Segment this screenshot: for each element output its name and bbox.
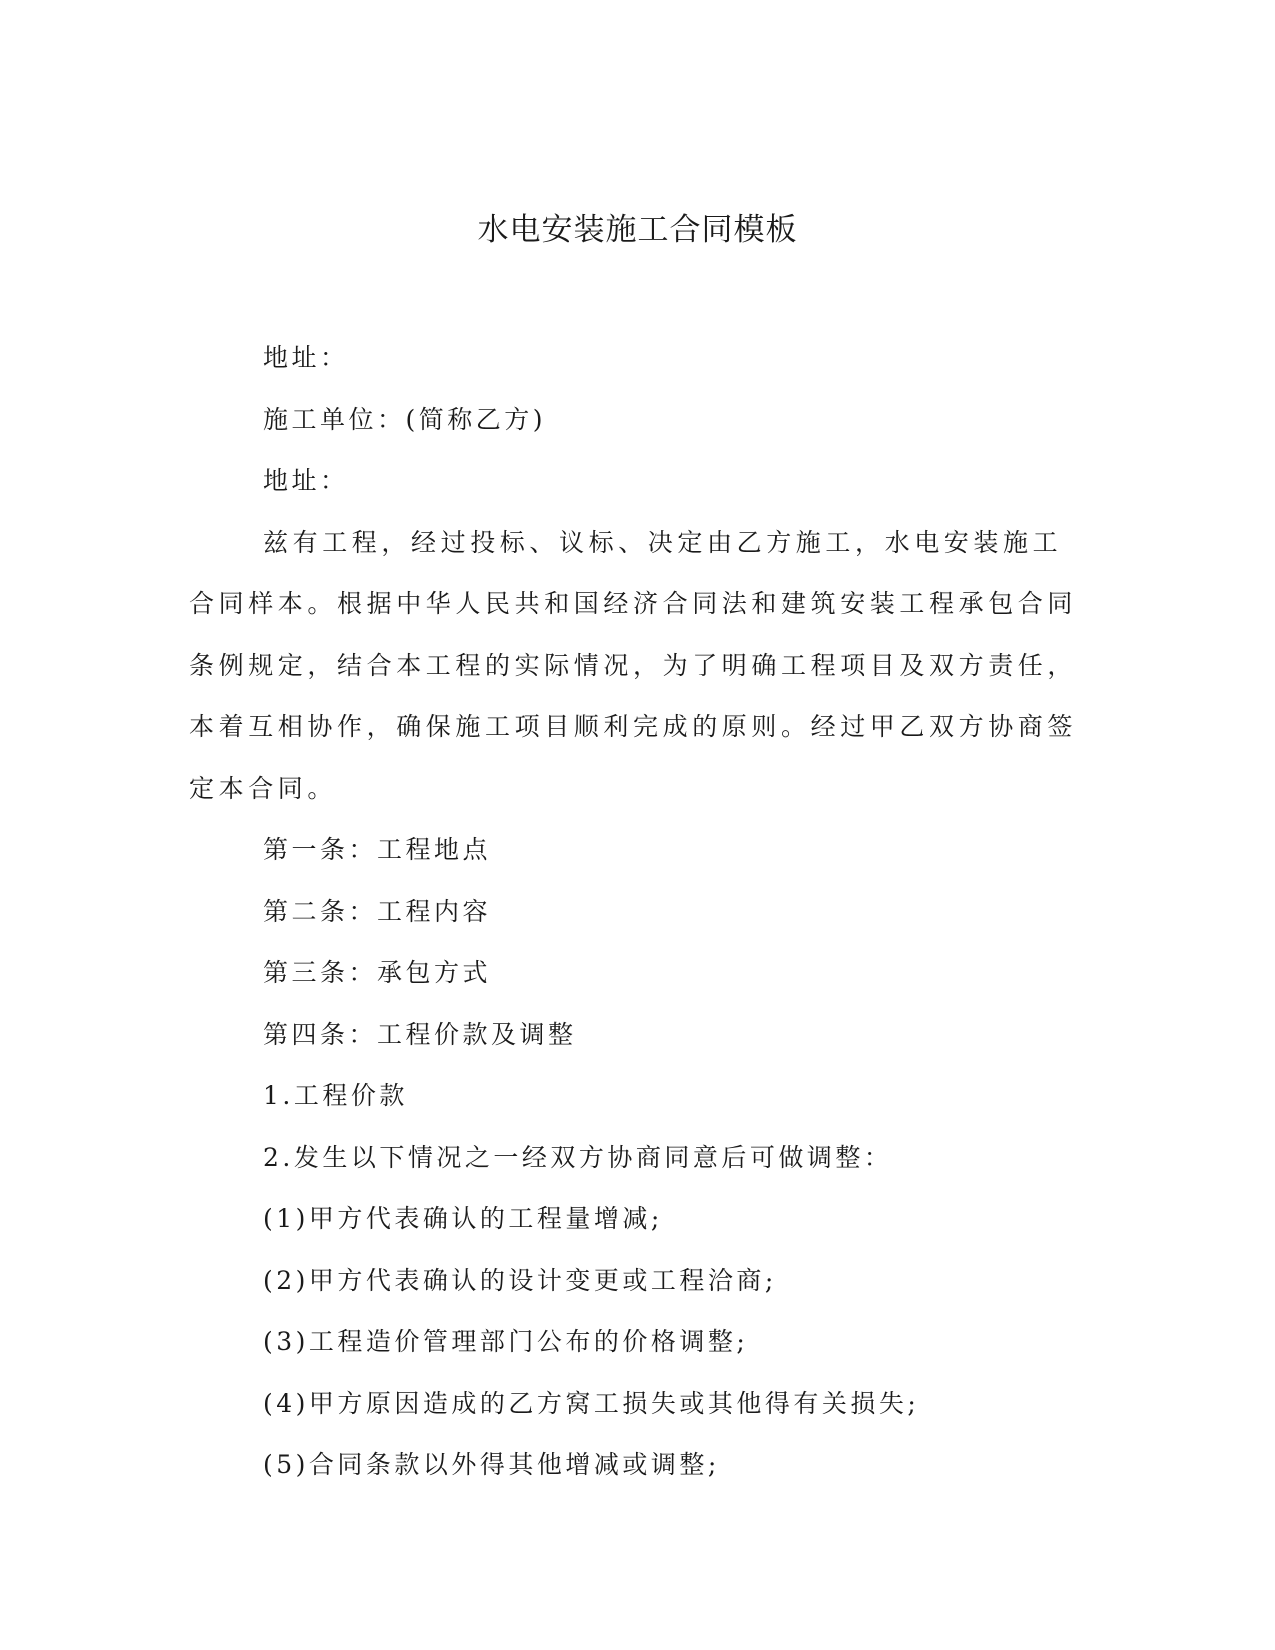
document-title: 水电安装施工合同模板 — [477, 212, 798, 248]
address-line-1: 地址： — [263, 343, 349, 372]
article-4: 第四条：工程价款及调整 — [263, 1019, 577, 1049]
document-body — [189, 327, 1079, 1496]
item-2: 2.发生以下情况之一经双方协商同意后可做调整： — [263, 1142, 893, 1172]
article-1: 第一条：工程地点 — [263, 835, 492, 864]
sub-item-1: (1)甲方代表确认的工程量增减; — [263, 1204, 663, 1233]
sub-item-2: (2)甲方代表确认的设计变更或工程洽商; — [263, 1265, 777, 1295]
sub-item-3: (3)工程造价管理部门公布的价格调整; — [263, 1327, 749, 1356]
article-2: 第二条：工程内容 — [263, 896, 492, 926]
article-3: 第三条：承包方式 — [263, 958, 492, 987]
sub-item-4: (4)甲方原因造成的乙方窝工损失或其他得有关损失; — [263, 1388, 920, 1418]
sub-item-5: (5)合同条款以外得其他增减或调整; — [263, 1450, 720, 1479]
intro-paragraph: 兹有工程，经过投标、议标、决定由乙方施工，水电安装施工合同样本。根据中华人民共和国经济合同法和建筑安装工程承包合同条例规定，结合本工程的实际情况，为了明确工程项目及双方责任，本着互相协作，确保施工项目顺利完成的原则。经过甲乙双方协商签定本合同。 — [189, 527, 1078, 803]
contractor-line: 施工单位：(简称乙方) — [263, 404, 547, 434]
item-1: 1.工程价款 — [263, 1081, 408, 1110]
address-line-2: 地址： — [263, 466, 349, 495]
